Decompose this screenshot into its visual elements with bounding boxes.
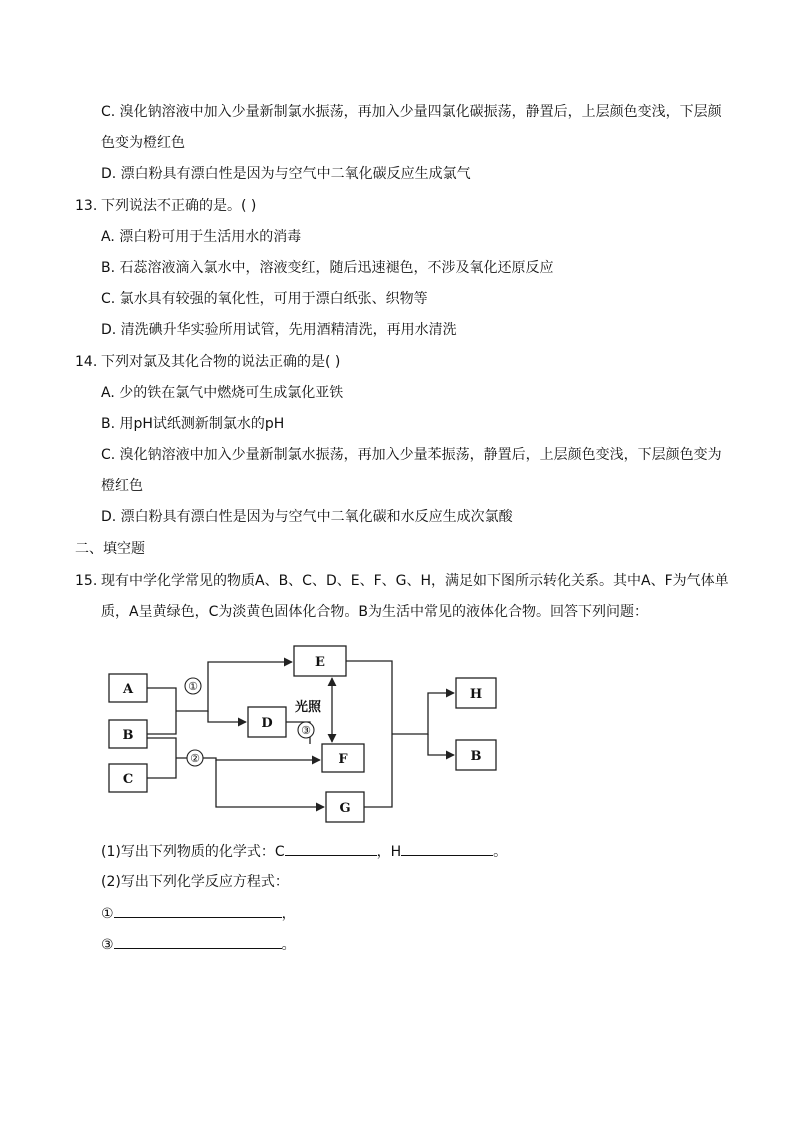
- connector-ab: [147, 688, 176, 734]
- q15-part1-label: (1)写出下列物质的化学式：C: [101, 844, 285, 860]
- connector-bc: [147, 738, 176, 778]
- equation-1-end: ，: [281, 906, 296, 922]
- answer-blank-c[interactable]: [285, 841, 377, 856]
- conversion-diagram: [100, 636, 502, 826]
- label-d: D: [261, 716, 273, 731]
- label-g: G: [339, 801, 351, 816]
- label-c: C: [122, 772, 134, 787]
- arrow-to-h: [392, 693, 454, 734]
- label-h: H: [469, 687, 483, 702]
- q14-option-d: D. 漂白粉具有漂白性是因为与空气中二氧化碳和水反应生成次氯酸: [101, 509, 513, 525]
- label-e: E: [315, 655, 325, 670]
- q15-part1-sep: ，H: [376, 844, 402, 860]
- answer-blank-eq3[interactable]: [114, 934, 282, 949]
- q13-option-b: B. 石蕊溶液滴入氯水中，溶液变红，随后迅速褪色，不涉及氧化还原反应: [101, 260, 554, 276]
- q13-option-c: C. 氯水具有较强的氧化性，可用于漂白纸张、织物等: [101, 291, 428, 307]
- arrow-to-g: [216, 760, 324, 807]
- q14-option-c-line2: 橙红色: [101, 478, 143, 494]
- equation-3-end: 。: [281, 937, 296, 953]
- q12-option-c-line1: C. 溴化钠溶液中加入少量新制氯水振荡，再加入少量四氯化碳振荡，静置后，上层颜色变浅，下层颜: [101, 104, 722, 120]
- q12-option-d: D. 漂白粉具有漂白性是因为与空气中二氧化碳反应生成氯气: [101, 166, 471, 182]
- section-heading: 二、填空题: [75, 541, 145, 557]
- q12-option-c-line2: 色变为橙红色: [101, 135, 185, 151]
- condition-light: 光照: [294, 700, 322, 715]
- q13-option-d: D. 清洗碘升华实验所用试管，先用酒精清洗，再用水清洗: [101, 322, 457, 338]
- q13-stem: 下列说法不正确的是。( ): [101, 198, 257, 214]
- q15-part2: (2)写出下列化学反应方程式：: [101, 874, 289, 890]
- answer-blank-h[interactable]: [401, 841, 493, 856]
- connector-eg: [346, 661, 392, 807]
- reaction-2-label: ②: [190, 752, 200, 765]
- q15-part1: [101, 841, 507, 862]
- reaction-3-label: ③: [301, 724, 311, 737]
- answer-blank-eq1[interactable]: [114, 903, 282, 918]
- label-b: B: [122, 728, 134, 743]
- q13-option-a: A. 漂白粉可用于生活用水的消毒: [101, 229, 302, 245]
- equation-3-label: ③: [101, 937, 114, 953]
- equation-1-label: ①: [101, 906, 114, 922]
- q15-number: 15.: [75, 573, 98, 589]
- q15-stem-line2: 质，A呈黄绿色，C为淡黄色固体化合物。B为生活中常见的液体化合物。回答下列问题：: [101, 604, 648, 620]
- q15-equation-3: [101, 934, 296, 955]
- q15-equation-1: [101, 903, 296, 924]
- arrow-to-d: [208, 711, 246, 722]
- q14-option-c-line1: C. 溴化钠溶液中加入少量新制氯水振荡，再加入少量苯振荡，静置后，上层颜色变浅，下层颜色变为: [101, 447, 722, 463]
- reaction-1-label: ①: [188, 680, 198, 693]
- arrow-to-b-out: [428, 734, 454, 755]
- q14-option-a: A. 少的铁在氯气中燃烧可生成氯化亚铁: [101, 385, 344, 401]
- label-f: F: [338, 752, 348, 767]
- q15-part1-end: 。: [493, 844, 508, 860]
- q13-number: 13.: [75, 198, 98, 214]
- q15-stem-line1: 现有中学化学常见的物质A、B、C、D、E、F、G、H，满足如下图所示转化关系。其中A、F为气体单: [101, 573, 729, 589]
- label-a: A: [122, 682, 134, 697]
- q14-number: 14.: [75, 354, 98, 370]
- q14-option-b: B. 用pH试纸测新制氯水的pH: [101, 416, 285, 432]
- q14-stem: 下列对氯及其化合物的说法正确的是( ): [101, 354, 341, 370]
- label-b-out: B: [470, 749, 482, 764]
